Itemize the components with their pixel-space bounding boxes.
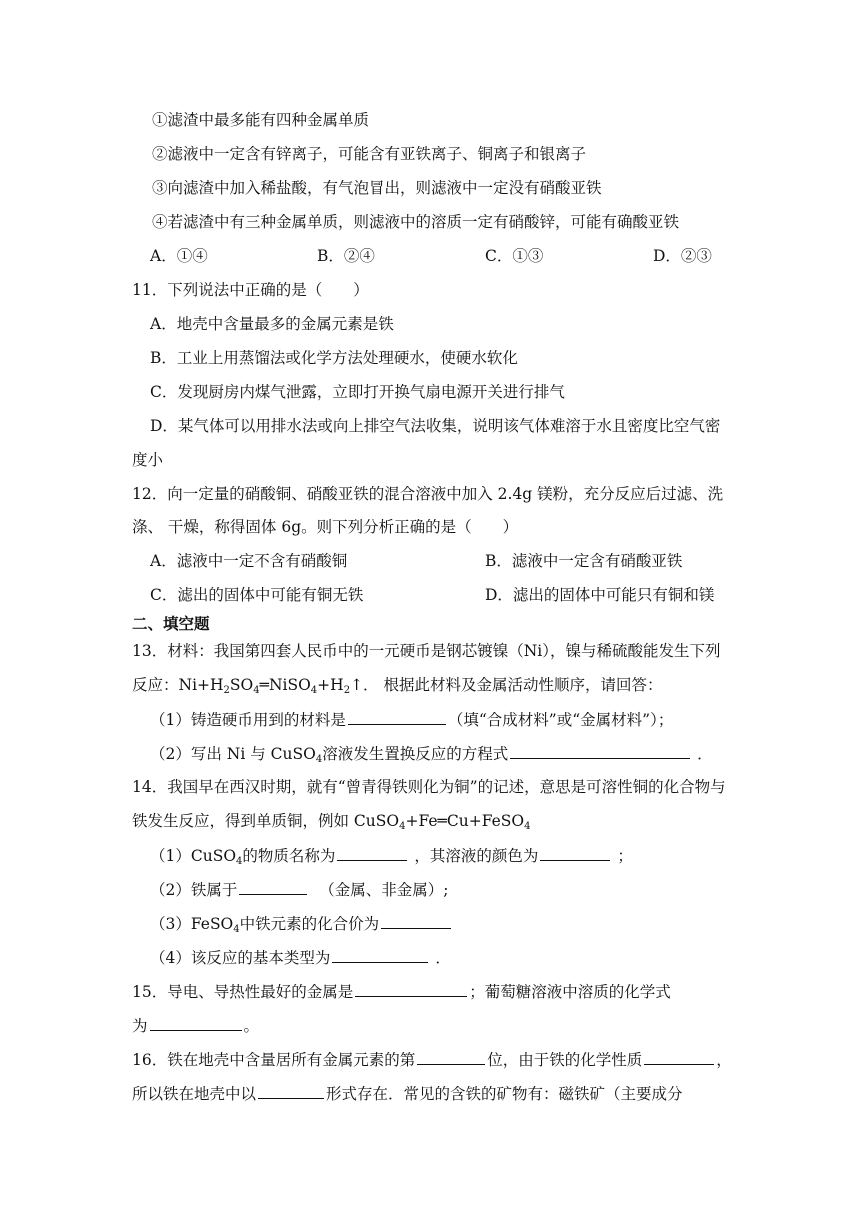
- q10-option-b[interactable]: B．②④: [317, 247, 375, 265]
- q12-stem-line-2: 涤、 干燥，称得固体 6g。则下列分析正确的是（ ）: [132, 518, 519, 536]
- q12-stem-line-1: 12．向一定量的硝酸铜、硝酸亚铁的混合溶液中加入 2.4g 镁粉，充分反应后过滤、洗: [132, 485, 724, 503]
- q10-statement-3: ③向滤渣中加入稀盐酸，有气泡冒出，则滤液中一定没有硝酸亚铁: [152, 179, 602, 197]
- q12-option-b[interactable]: B．滤液中一定含有硝酸亚铁: [485, 552, 683, 570]
- q16-line-2: 所以铁在地壳中以 形式存在．常见的含铁的矿物有：磁铁矿（主要成分: [132, 1082, 683, 1105]
- section-title: 二、填空题: [132, 615, 210, 633]
- q13-line-1: 13．材料：我国第四套人民币中的一元硬币是钢芯镀镍（Ni），镍与稀硫酸能发生下列: [132, 642, 721, 660]
- q14-question-2: （2）铁属于 （金属、非金属）;: [150, 878, 448, 901]
- q16-answer-blank-2[interactable]: [644, 1048, 714, 1065]
- q16-answer-blank-1[interactable]: [417, 1048, 485, 1065]
- q15-answer-blank-1[interactable]: [355, 980, 467, 997]
- q10-statement-4: ④若滤渣中有三种金属单质，则滤液中的溶质一定有硝酸锌，可能有确酸亚铁: [152, 213, 680, 231]
- q10-statement-1: ①滤渣中最多能有四种金属单质: [152, 111, 370, 129]
- q14-line-1: 14．我国早在西汉时期，就有“曾青得铁则化为铜”的记述，意思是可溶性铜的化合物与: [132, 778, 726, 796]
- q11-stem: 11．下列说法中正确的是（ ）: [132, 281, 369, 299]
- q11-option-b[interactable]: B．工业上用蒸馏法或化学方法处理硬水，使硬水软化: [150, 349, 518, 367]
- q10-option-d[interactable]: D．②③: [653, 247, 712, 265]
- q12-option-d[interactable]: D．滤出的固体中可能只有铜和镁: [485, 586, 715, 604]
- q14-question-4: （4）该反应的基本类型为 ．: [150, 946, 451, 969]
- q14-answer-blank-5[interactable]: [332, 946, 428, 963]
- q10-statement-2: ②滤液中一定含有锌离子，可能含有亚铁离子、铜离子和银离子: [152, 145, 587, 163]
- q12-option-a[interactable]: A．滤液中一定不含有硝酸铜: [150, 552, 348, 570]
- q11-option-d-continuation: 度小: [132, 451, 164, 469]
- q15-line-2: 为 。: [132, 1014, 259, 1037]
- q16-answer-blank-3[interactable]: [258, 1082, 324, 1099]
- q14-answer-blank-3[interactable]: [239, 878, 307, 895]
- q13-answer-blank-1[interactable]: [348, 708, 446, 725]
- q14-answer-blank-1[interactable]: [337, 844, 407, 861]
- q16-line-1: 16．铁在地壳中含量居所有金属元素的第 位，由于铁的化学性质 ，: [132, 1048, 732, 1071]
- q11-option-c[interactable]: C．发现厨房内煤气泄露，立即打开换气扇电源开关进行排气: [150, 383, 565, 401]
- q14-question-1: （1）CuSO$_4$的物质名称为 ，其溶液的颜色为 ；: [150, 844, 633, 867]
- q12-option-c[interactable]: C．滤出的固体中可能有铜无铁: [150, 586, 364, 604]
- q13-question-2: （2）写出 Ni 与 CuSO$_4$溶液发生置换反应的方程式 ．: [150, 742, 713, 765]
- q13-question-1: （1）铸造硬币用到的材料是 （填“合成材料”或“金属材料”）；: [150, 708, 673, 731]
- q14-answer-blank-4[interactable]: [381, 912, 451, 929]
- q11-option-d[interactable]: D．某气体可以用排水法或向上排空气法收集，说明该气体难溶于水且密度比空气密: [150, 417, 721, 435]
- q11-option-a[interactable]: A．地壳中含量最多的金属元素是铁: [150, 315, 394, 333]
- q14-answer-blank-2[interactable]: [540, 844, 610, 861]
- q14-line-2: 铁发生反应，得到单质铜，例如 CuSO$_4$+Fe═Cu+FeSO$_4$: [132, 812, 531, 832]
- q14-question-3: （3）FeSO$_4$中铁元素的化合价为: [150, 912, 453, 935]
- q13-answer-blank-2[interactable]: [510, 742, 690, 759]
- q10-option-c[interactable]: C．①③: [485, 247, 544, 265]
- q10-option-a[interactable]: A．①④: [150, 247, 208, 265]
- q15-line-1: 15．导电、导热性最好的金属是 ；葡萄糖溶液中溶质的化学式: [132, 980, 671, 1003]
- q15-answer-blank-2[interactable]: [150, 1014, 242, 1031]
- q13-line-2: 反应：$Ni+H_2SO_4═NiSO_4+H_2↑$． 根据此材料及金属活动性顺序，请回答：: [132, 676, 663, 696]
